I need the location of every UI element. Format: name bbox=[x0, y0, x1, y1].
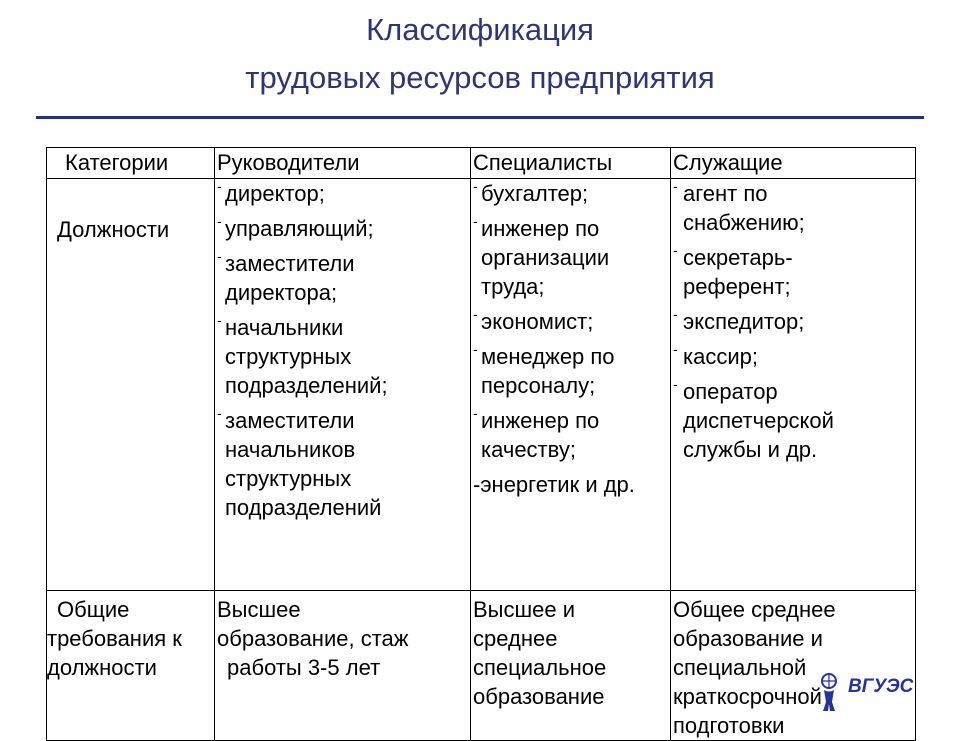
cell-line: должности bbox=[47, 655, 157, 680]
list-item bbox=[473, 179, 670, 208]
bullet-dash: - bbox=[217, 213, 222, 229]
list-item bbox=[217, 406, 470, 522]
list-item bbox=[217, 214, 470, 243]
bullet-dash: - bbox=[673, 178, 678, 194]
cell-line: работы 3-5 лет bbox=[227, 655, 381, 680]
header-specialisty: Специалисты bbox=[471, 148, 671, 179]
title-line-2: трудовых ресурсов предприятия bbox=[245, 60, 715, 95]
list-item bbox=[673, 377, 915, 464]
bullet-dash: - bbox=[217, 312, 222, 328]
list-item-line: структурных bbox=[225, 344, 352, 369]
list-item bbox=[217, 249, 470, 307]
list-item-line: экономист; bbox=[481, 309, 594, 334]
cell-line: подготовки bbox=[673, 713, 785, 738]
bullet-dash: - bbox=[473, 306, 478, 322]
list-item-line: директор; bbox=[225, 181, 325, 206]
bullet-dash: - bbox=[473, 213, 478, 229]
bullet-dash: - bbox=[473, 405, 478, 421]
category-positions: Должности bbox=[47, 179, 215, 591]
cell-line: специальное bbox=[473, 655, 607, 680]
bullet-dash: - bbox=[673, 376, 678, 392]
bullet-dash: - bbox=[673, 306, 678, 322]
list-item bbox=[673, 307, 915, 336]
list-item bbox=[217, 179, 470, 208]
list-item-line: инженер по bbox=[481, 408, 600, 433]
header-sluzhashchie: Служащие bbox=[671, 148, 916, 179]
cell-line: образование, стаж bbox=[217, 626, 409, 651]
list-item bbox=[673, 243, 915, 301]
list-item-line: качеству; bbox=[481, 437, 576, 462]
list-item-line: секретарь- bbox=[683, 245, 793, 270]
category-requirements bbox=[47, 591, 215, 741]
cell-specialisty-positions bbox=[471, 179, 671, 591]
university-logo bbox=[814, 672, 924, 712]
cell-line: образование bbox=[473, 684, 605, 709]
list-item-line: заместители bbox=[225, 408, 355, 433]
logo-text: ВГУЭС bbox=[848, 676, 914, 697]
list-item-line: оператор bbox=[683, 379, 778, 404]
cell-line: Общее среднее bbox=[673, 597, 836, 622]
list-item-line: инженер по bbox=[481, 216, 600, 241]
list-item-line: агент по bbox=[683, 181, 768, 206]
cell-line: требования к bbox=[47, 626, 182, 651]
list-item-line: начальники bbox=[225, 315, 344, 340]
list-item-line: менеджер по bbox=[481, 344, 615, 369]
cell-line: Высшее bbox=[217, 597, 301, 622]
list-item-line: организации bbox=[481, 245, 610, 270]
title-divider bbox=[36, 116, 924, 119]
cell-sluzhashchie-requirements bbox=[671, 591, 916, 741]
list-item bbox=[473, 470, 670, 499]
list-item-line: -энергетик и др. bbox=[473, 472, 635, 497]
atlas-figure-icon bbox=[814, 672, 844, 712]
cell-line: специальной bbox=[673, 655, 807, 680]
table-header-row bbox=[47, 148, 916, 179]
list-item-line: заместители bbox=[225, 251, 355, 276]
classification-table bbox=[46, 147, 916, 741]
bullet-dash: - bbox=[673, 341, 678, 357]
cell-line: среднее bbox=[473, 626, 558, 651]
cell-line: Высшее и bbox=[473, 597, 576, 622]
list-item bbox=[473, 214, 670, 301]
list-item bbox=[473, 342, 670, 400]
title-line-1: Классификация bbox=[366, 12, 594, 47]
bullet-dash: - bbox=[217, 248, 222, 264]
list-item-line: службы и др. bbox=[683, 437, 818, 462]
list-item-line: труда; bbox=[481, 274, 545, 299]
list-item-line: начальников bbox=[225, 437, 356, 462]
list-item-line: диспетчерской bbox=[683, 408, 834, 433]
table-row-requirements bbox=[47, 591, 916, 741]
list-item-line: кассир; bbox=[683, 344, 758, 369]
list-item bbox=[217, 313, 470, 400]
bullet-dash: - bbox=[217, 178, 222, 194]
list-item-line: управляющий; bbox=[225, 216, 374, 241]
cell-specialisty-requirements bbox=[471, 591, 671, 741]
list-item-line: снабжению; bbox=[683, 210, 805, 235]
list-item-line: подразделений; bbox=[225, 373, 388, 398]
cell-line: Общие bbox=[57, 597, 130, 622]
bullet-dash: - bbox=[673, 242, 678, 258]
page-title bbox=[0, 6, 960, 102]
cell-line: образование и bbox=[673, 626, 823, 651]
bullet-dash: - bbox=[217, 405, 222, 421]
list-item-line: структурных bbox=[225, 466, 352, 491]
cell-rukovoditeli-requirements bbox=[215, 591, 471, 741]
list-item bbox=[473, 406, 670, 464]
list-item-line: персоналу; bbox=[481, 373, 596, 398]
cell-sluzhashchie-positions bbox=[671, 179, 916, 591]
list-item-line: подразделений bbox=[225, 495, 382, 520]
header-rukovoditeli: Руководители bbox=[215, 148, 471, 179]
list-item-line: директора; bbox=[225, 280, 338, 305]
table-row-positions bbox=[47, 179, 916, 591]
list-item-line: референт; bbox=[683, 274, 791, 299]
list-item bbox=[473, 307, 670, 336]
bullet-dash: - bbox=[473, 178, 478, 194]
bullet-dash: - bbox=[473, 341, 478, 357]
list-item bbox=[673, 179, 915, 237]
cell-line: краткосрочной bbox=[673, 684, 822, 709]
header-categories: Категории bbox=[47, 148, 215, 179]
list-item-line: бухгалтер; bbox=[481, 181, 589, 206]
list-item bbox=[673, 342, 915, 371]
cell-rukovoditeli-positions bbox=[215, 179, 471, 591]
list-item-line: экспедитор; bbox=[683, 309, 805, 334]
